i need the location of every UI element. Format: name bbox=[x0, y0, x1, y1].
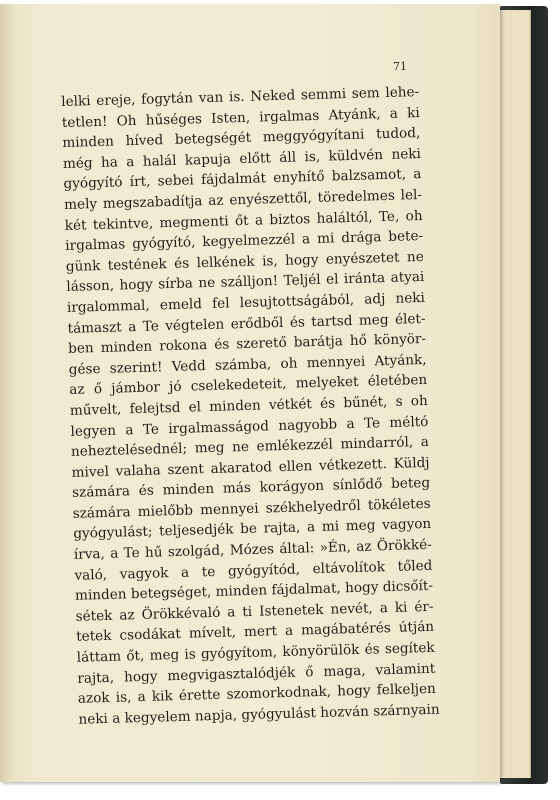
text-line: láttam őt, meg is gyógyítom, könyörülök és segítek bbox=[76, 639, 435, 666]
text-line: való, vagyok a te gyógyítód, eltávolítok tőled bbox=[74, 557, 433, 584]
text-line: két tekintve, megmenti őt a biztos haláltól, Te, oh bbox=[64, 207, 423, 234]
text-line: lelki ereje, fogytán van is. Neked semmi sem lehe- bbox=[61, 84, 420, 110]
text-line: gyógyulást; teljesedjék be rajta, a mi meg vagyon bbox=[73, 516, 432, 543]
text-line: ben minden rokona és szerető barátja hő könyör- bbox=[67, 331, 427, 358]
text-line: tetlen! Oh hűséges Isten, irgalmas Atyánk, a ki bbox=[61, 104, 420, 131]
text-line: rajta, hogy megvigasztalódjék ő maga, valamint bbox=[77, 660, 436, 687]
page-number: 71 bbox=[393, 60, 407, 73]
text-line: neki a kegyelem napja, gyógyulást hozván szárnyain bbox=[78, 701, 440, 728]
text-line: számára mielőbb mennyei székhelyedről tökéletes bbox=[72, 495, 431, 522]
text-line: irgalmas gyógyító, kegyelmezzél a mi drága bete- bbox=[65, 228, 424, 255]
text-line: mely megszabadítja az enyészettől, töredelmes lel- bbox=[63, 186, 423, 213]
text-line: tetek csodákat mívelt, mert a magábatérés útján bbox=[76, 619, 435, 646]
text-line: mivel valaha szent akaratod ellen vétkezett. Küldj bbox=[71, 454, 430, 481]
text-line: az ő jámbor jó cselekedeteit, melyeket életében bbox=[69, 372, 428, 399]
text-line: sétek az Örökkévaló a ti Istenetek nevét, a ki ér- bbox=[75, 598, 434, 625]
text-line: írva, a Te hű szolgád, Mózes által: »Én, az Örökké- bbox=[73, 536, 433, 563]
text-line: minden híved betegségét meggyógyítani tudod, bbox=[62, 125, 421, 152]
text-line: minden betegséget, minden fájdalmat, hogy dicsőít- bbox=[74, 578, 434, 605]
text-line: gése szerint! Vedd számba, oh mennyei Atyánk, bbox=[68, 351, 427, 378]
text-line: támaszt a Te végtelen erődből és tartsd meg élet- bbox=[67, 310, 426, 337]
text-line: még ha a halál kapuja előtt áll is, küldvén neki bbox=[62, 145, 422, 172]
text-line: azok is, a kik érette szomorkodnak, hogy felkeljen bbox=[77, 680, 437, 707]
text-line: günk testének és lelkének is, hogy enyészetet ne bbox=[65, 248, 424, 275]
text-line: lásson, hogy sírba ne szálljon! Teljél el iránta atyai bbox=[66, 269, 425, 296]
body-text bbox=[61, 82, 440, 730]
text-line: legyen a Te irgalmasságod nagyobb a Te méltó bbox=[70, 413, 429, 440]
book-page bbox=[0, 4, 500, 782]
text-line: művelt, felejtsd el minden vétkét és bűnét, s oh bbox=[69, 392, 428, 419]
text-line: gyógyító írt, sebei fájdalmát enyhítő balzsamot, a bbox=[63, 166, 422, 193]
text-line: számára és minden más korágyon sínlődő beteg bbox=[71, 475, 431, 502]
text-line: irgalommal, emeld fel lesujtottságából, adj neki bbox=[66, 289, 426, 316]
text-line: neheztelésednél; meg ne emlékezzél mindarról, a bbox=[70, 433, 430, 460]
